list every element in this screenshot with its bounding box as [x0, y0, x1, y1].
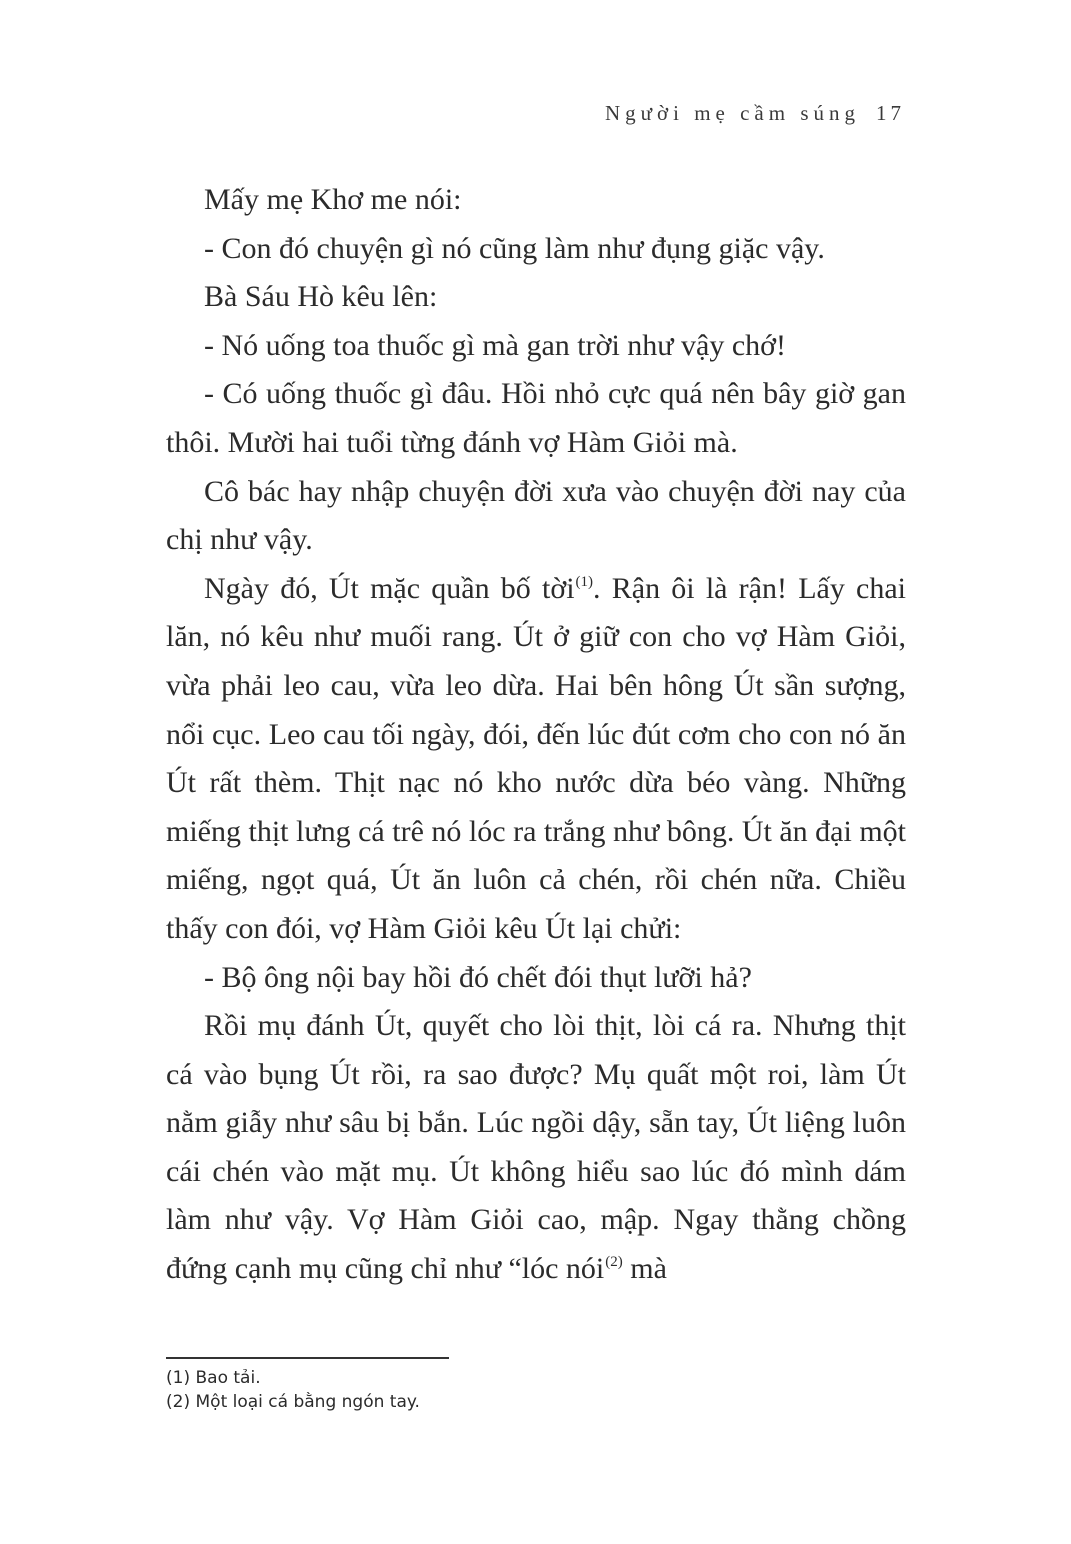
dialogue-line: - Có uống thuốc gì đâu. Hồi nhỏ cực quá nên bây giờ gan thôi. Mười hai tuổi từng đánh vợ Hàm Giỏi mà.	[166, 377, 906, 459]
dialogue-line: - Con đó chuyện gì nó cũng làm như đụng giặc vậy.	[204, 231, 825, 265]
running-header	[605, 101, 905, 126]
paragraph-text: mà	[622, 1252, 667, 1286]
footnote-text: Một loại cá bằng ngón tay.	[195, 1392, 420, 1412]
paragraph-text: Ngày đó, Út mặc quần bố tời	[204, 571, 575, 605]
footnote-label: (1)	[166, 1368, 191, 1388]
paragraph: Cô bác hay nhập chuyện đời xưa vào chuyện đời nay của chị như vậy.	[166, 474, 906, 557]
footnote-ref-2: (2)	[605, 1254, 623, 1271]
paragraph-text: Rồi mụ đánh Út, quyết cho lòi thịt, lòi cá ra. Nhưng thịt cá vào bụng Út rồi, ra sao được? Mụ quất một roi, làm Út nằm giẫy như sâu bị bắn. Lúc ngồi dậy, sẵn tay, Út liệng luôn cái chén vào mặt mụ. Út không hiểu sao lúc đó mình dám làm như vậy. Vợ Hàm Giỏi cao, mập. Ngay thằng chồng đứng cạnh mụ cũng chỉ như “lóc nói	[166, 1009, 906, 1286]
paragraph: Bà Sáu Hò kêu lên:	[204, 280, 438, 314]
footnote-ref-1: (1)	[575, 573, 594, 590]
footnote-divider	[166, 1357, 449, 1359]
footnote-text: Bao tải.	[195, 1368, 261, 1388]
page-number: 17	[876, 101, 905, 125]
footnotes	[166, 1366, 420, 1414]
footnote-2	[166, 1390, 420, 1414]
dialogue-line: - Bộ ông nội bay hồi đó chết đói thụt lưỡi hả?	[204, 960, 752, 994]
paragraph: Mấy mẹ Khơ me nói:	[204, 183, 462, 216]
footnote-1	[166, 1366, 420, 1390]
body-text	[166, 176, 906, 1294]
chapter-title: Người mẹ cầm súng	[604, 101, 860, 125]
footnote-label: (2)	[166, 1392, 191, 1412]
paragraph-text: . Rận ôi là rận! Lấy chai lăn, nó kêu như muối rang. Út ở giữ con cho vợ Hàm Giỏi, vừa phải leo cau, vừa leo dừa. Hai bên hông Út sần sượng, nổi cục. Leo cau tối ngày, đói, đến lúc đút cơm cho con nó ăn Út rất thèm. Thịt nạc nó kho nước dừa béo vàng. Những miếng thịt lưng cá trê nó lóc ra trắng như bông. Út ăn đại một miếng, ngọt quá, Út ăn luôn cả chén, rồi chén nữa. Chiều thấy con đói, vợ Hàm Giỏi kêu Út lại chửi:	[166, 571, 907, 945]
paragraph	[166, 565, 906, 954]
paragraph	[166, 1002, 906, 1294]
dialogue-line: - Nó uống toa thuốc gì mà gan trời như vậy chớ!	[204, 328, 787, 362]
